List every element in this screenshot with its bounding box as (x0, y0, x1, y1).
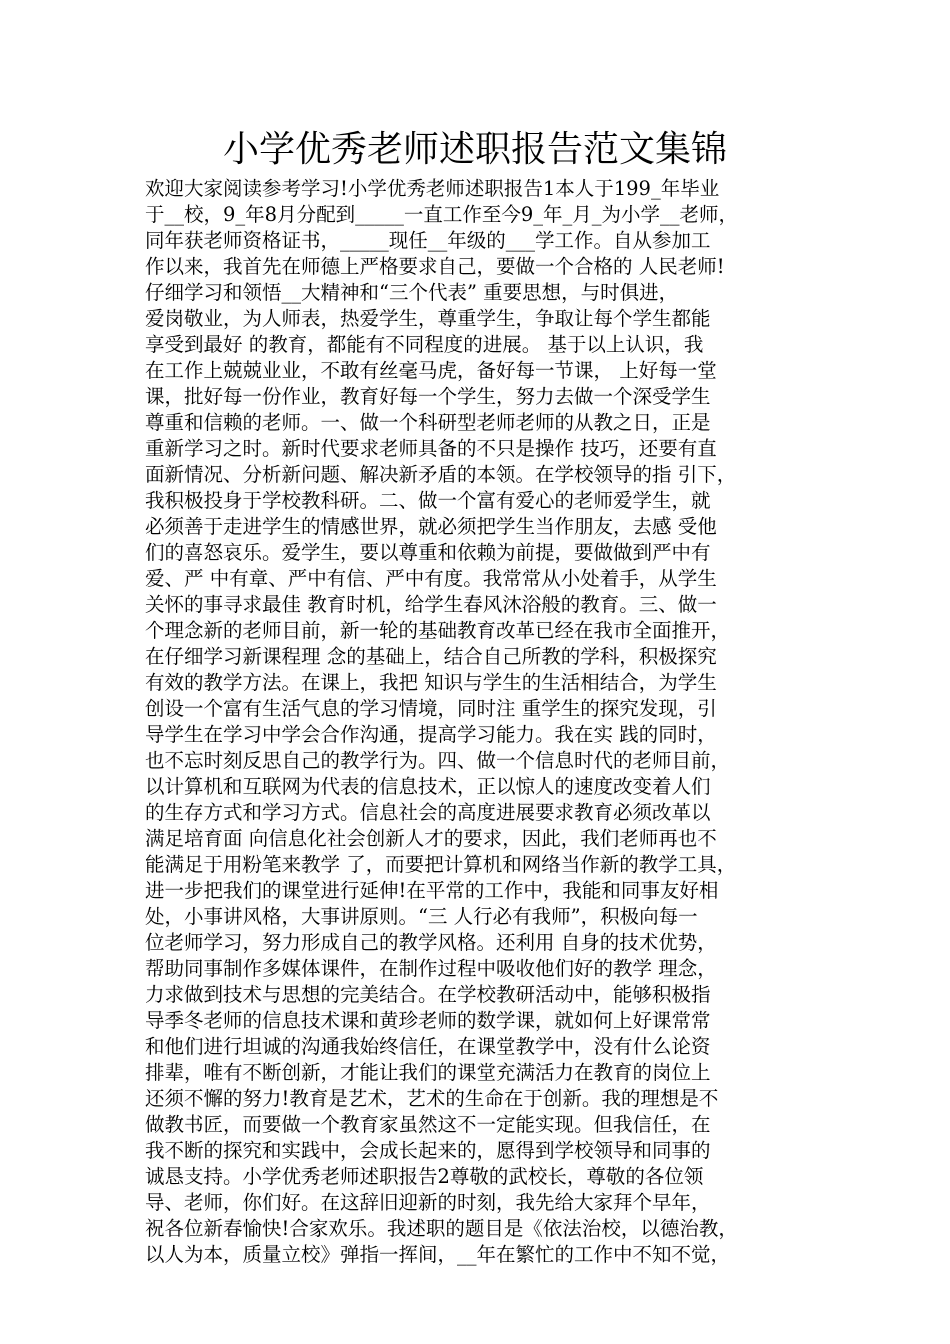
body-line: 以人为本，质量立校》弹指一挥间，__年在繁忙的工作中不知不觉， (145, 1243, 731, 1266)
body-line: 和他们进行坦诚的沟通我始终信任，在课堂教学中，没有什么论资 (145, 1035, 711, 1058)
body-line: 课，批好每一份作业，教育好每一个学生，努力去做一个深受学生 (145, 385, 711, 408)
body-line: 也不忘时刻反思自己的教学行为。四、做一个信息时代的老师目前， (145, 749, 731, 772)
body-line: 导、老师，你们好。在这辞旧迎新的时刻，我先给大家拜个早年， (145, 1191, 711, 1214)
body-line: 做教书匠，而要做一个教育家虽然这不一定能实现。但我信任，在 (145, 1113, 711, 1136)
body-line: 作以来，我首先在师德上严格要求自己，要做一个合格的 人民老师! (145, 255, 725, 278)
body-line: 进一步把我们的课堂进行延伸!在平常的工作中，我能和同事友好相 (145, 879, 719, 902)
body-line: 诚恳支持。小学优秀老师述职报告2尊敬的武校长，尊敬的各位领 (145, 1165, 704, 1188)
body-line: 关怀的事寻求最佳 教育时机，给学生春风沐浴般的教育。三、做一 (145, 593, 717, 616)
body-line: 个理念新的老师目前，新一轮的基础教育改革已经在我市全面推开， (145, 619, 731, 642)
body-line: 能满足于用粉笔来教学 了，而要把计算机和网络当作新的教学工具， (145, 853, 737, 876)
document-body (145, 176, 817, 1268)
document-title: 小学优秀老师述职报告范文集锦 (222, 129, 727, 170)
body-line: 于__校，9_年8月分配到_____一直工作至今9_年_月_为小学__老师， (145, 203, 738, 226)
body-line: 欢迎大家阅读参考学习!小学优秀老师述职报告1本人于199_年毕业 (145, 177, 720, 200)
body-line: 导季冬老师的信息技术课和黄珍老师的数学课，就如何上好课常常 (145, 1009, 711, 1032)
body-line: 爱岗敬业，为人师表，热爱学生，尊重学生，争取让每个学生都能 (145, 307, 711, 330)
body-line: 在仔细学习新课程理 念的基础上，结合自己所教的学科，积极探究 (145, 645, 717, 668)
body-line: 排辈，唯有不断创新，才能让我们的课堂充满活力在教育的岗位上 (145, 1061, 711, 1084)
body-line: 我积极投身于学校教科研。二、做一个富有爱心的老师爱学生，就 (145, 489, 711, 512)
body-line: 仔细学习和领悟__大精神和“三个代表” 重要思想，与时俱进， (145, 281, 679, 304)
body-line: 必须善于走进学生的情感世界，就必须把学生当作朋友，去感 受他 (145, 515, 717, 538)
body-line: 导学生在学习中学会合作沟通，提高学习能力。我在实 践的同时， (145, 723, 717, 746)
body-line: 重新学习之时。新时代要求老师具备的不只是操作 技巧，还要有直 (145, 437, 717, 460)
body-line: 面新情况、分析新问题、解决新矛盾的本领。在学校领导的指 引下， (145, 463, 737, 486)
body-line: 有效的教学方法。在课上，我把 知识与学生的生活相结合，为学生 (145, 671, 717, 694)
body-line: 帮助同事制作多媒体课件，在制作过程中吸收他们好的教学 理念， (145, 957, 717, 980)
body-line: 我不断的探究和实践中，会成长起来的，愿得到学校领导和同事的 (145, 1139, 711, 1162)
body-line: 爱、严 中有章、严中有信、严中有度。我常常从小处着手，从学生 (145, 567, 717, 590)
body-line: 们的喜怒哀乐。爱学生，要以尊重和依赖为前提，要做做到严中有 (145, 541, 711, 564)
body-line: 以计算机和互联网为代表的信息技术，正以惊人的速度改变着人们 (145, 775, 711, 798)
body-line: 位老师学习，努力形成自己的教学风格。还利用 自身的技术优势， (145, 931, 717, 954)
body-line: 尊重和信赖的老师。一、做一个科研型老师老师的从教之日，正是 (145, 411, 711, 434)
body-line: 祝各位新春愉快!合家欢乐。我述职的题目是《依法治校，以德治教， (145, 1217, 738, 1240)
body-line: 享受到最好 的教育，都能有不同程度的进展。 基于以上认识，我 (145, 333, 704, 356)
body-line: 的生存方式和学习方式。信息社会的高度进展要求教育必须改革以 (145, 801, 711, 824)
body-line: 创设一个富有生活气息的学习情境，同时注 重学生的探究发现，引 (145, 697, 717, 720)
body-line: 处，小事讲风格，大事讲原则。“三 人行必有我师”，积极向每一 (145, 905, 698, 928)
body-line: 还须不懈的努力!教育是艺术，艺术的生命在于创新。我的理想是不 (145, 1087, 719, 1110)
body-line: 力求做到技术与思想的完美结合。在学校教研活动中，能够积极指 (145, 983, 711, 1006)
body-line: 在工作上兢兢业业，不敢有丝毫马虎，备好每一节课， 上好每一堂 (145, 359, 717, 382)
body-line: 同年获老师资格证书，_____现任__年级的___学工作。自从参加工 (145, 229, 711, 252)
body-line: 满足培育面 向信息化社会创新人才的要求，因此，我们老师再也不 (145, 827, 717, 850)
